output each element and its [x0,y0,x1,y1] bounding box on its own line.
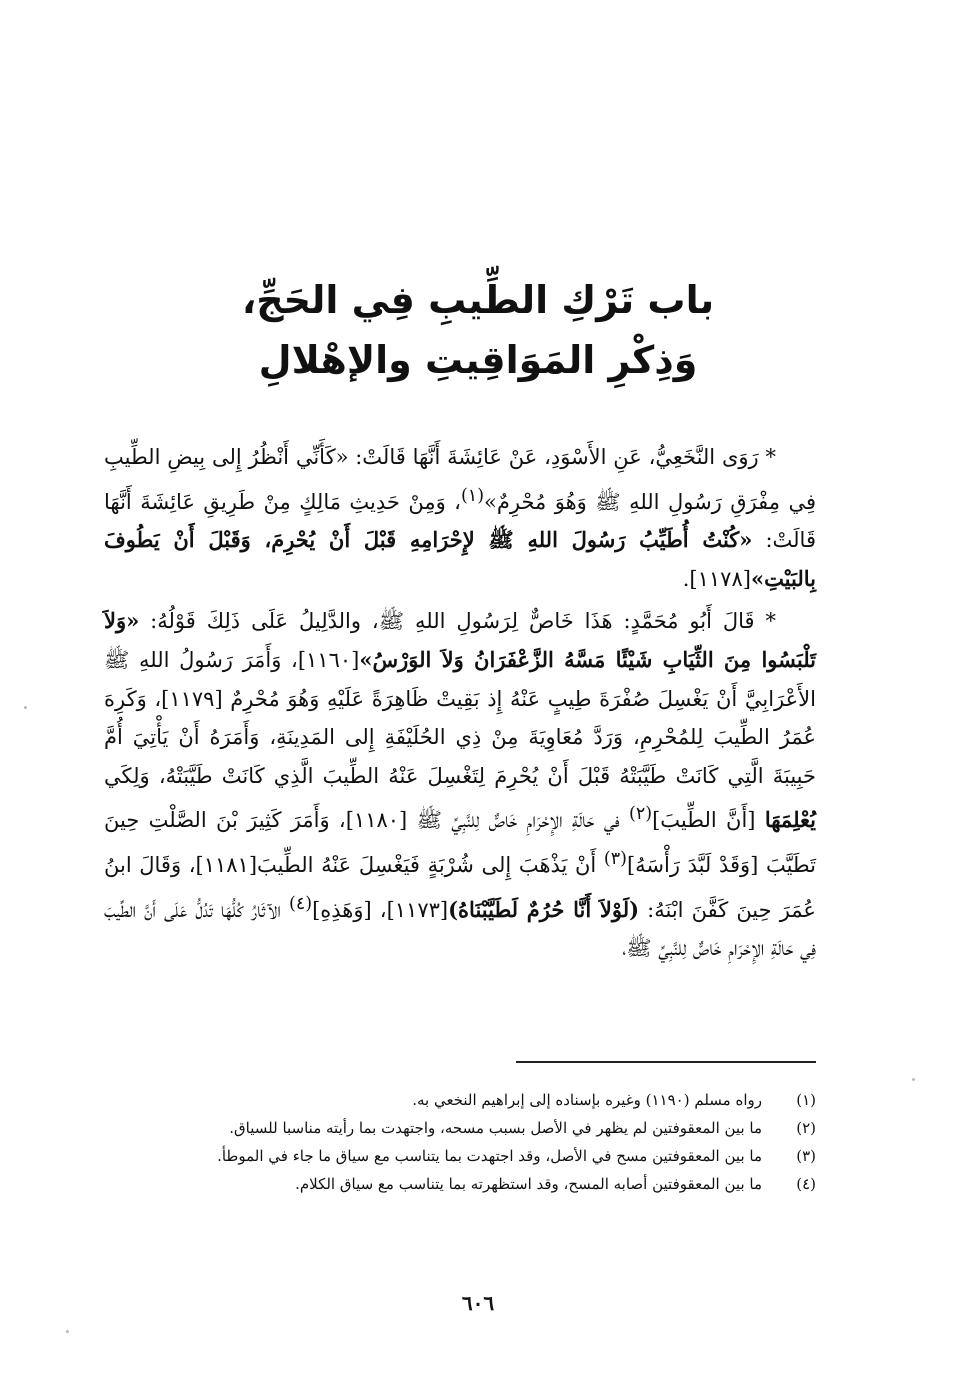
reference-number: [١١٨٠] [345,808,408,833]
paragraph-2-text: ، وَكَرِهَ عُمَرُ الطِّيبَ لِلمُحْرِمِ، وَرَدَّ مُعَاوِيَةَ مِنْ ذِي الحُلَيْفَةِ إِلى المَدِينَةِ، وَأَمَرَهُ أَنْ يَأْتِيَ أُمَّ حَبِيبَةَ الَّتِي كَانَتْ طَيَّبَتْهُ قَبْلَ أَنْ يُحْرِمَ لِتَغْسِلَ عَنْهُ الطِّيبَ الَّذِي كَانَتْ طَيَّبَتْهُ، وَلِكَي [104,686,816,788]
chapter-title-line-1: باب تَرْكِ الطِّيبِ فِي الحَجِّ، [241,278,715,322]
footnote-number: (٣) [796,1147,816,1165]
reference-number: [١١٨١] [195,852,258,877]
hadith-quote-1: «كُنْتُ أُطَيِّبُ رَسُولَ اللهِ ﷺ لإِحْرَامِهِ قَبْلَ أَنْ يُحْرِمَ، وَقَبْلَ أَنْ يَطُوفَ بِالبَيْتِ» [104,527,816,591]
chapter-title-line-2: وَذِكْرِ المَوَاقِيتِ والإهْلالِ [258,338,698,382]
footnote-marker-2: (٢) [629,804,653,825]
main-text [104,438,816,968]
emphasized-word: يُعْلِمَهَا [764,807,816,833]
footnote-number: (٢) [796,1119,816,1137]
footnote-marker-4: (٤) [289,893,313,914]
hadith-quote-3: (لَوْلاَ أَنَّا حُرُمٌ لَطَيَّبْنَاهُ) [448,896,640,922]
paragraph-1-mid: ، وَمِنْ حَدِيثِ مَالِكٍ مِنْ طَرِيقِ عَائِشَةَ أَنَّهَا قَالَتْ: [104,489,816,553]
page-number: ٦٠٦ [461,1291,495,1315]
footnote-marker-3: (٣) [603,848,627,869]
scan-speck [24,706,27,709]
paragraph-2-text: ، [وَهَذِهِ] [312,897,387,922]
footnote-2 [98,1114,816,1142]
footnote-4 [98,1170,816,1198]
paragraph-2-text: * قَالَ أَبُو مُحَمَّدٍ: هَذَا خَاصٌّ لِرَسُولِ اللهِ ﷺ، والدَّلِيلُ عَلَى ذَلِكَ قَوْلُهُ: [139,609,776,634]
paragraph-2-text: ، وَأَمَرَ كَثِيرَ بْنَ الصَّلْتِ حِينَ تَطَيَّبَ [وَقَدْ لَبَّدَ رَأْسَهُ] [104,808,816,877]
footnote-text: ما بين المعقوفتين أصابه المسح، وقد استظهرته بما يتناسب مع سياق الكلام. [295,1175,762,1193]
paragraph-2-text: الآثَارُ كُلُّهَا تَدُلُّ عَلَى أَنَّ الطِّيبَ فِي حَالَةِ الإِحْرَامِ خَاصٌّ لِلنَّبِيِّ ﷺ، [104,897,816,961]
paragraph-1 [104,438,816,598]
footnote-text: ما بين المعقوفتين مسح في الأصل، وقد اجتهدت بما يتناسب مع سياق ما جاء في الموطأ. [217,1147,762,1165]
reference-number: [١١٧٨]. [682,566,751,591]
scan-speck [66,1330,69,1333]
footnote-1 [98,1086,816,1114]
paragraph-2-text: [أَنَّ الطِّيبَ] [652,808,765,833]
footnote-number: (٤) [796,1175,816,1193]
footnote-text: ما بين المعقوفتين لم يظهر في الأصل بسبب مسحه، واجتهدت بما رأيته مناسبا للسياق. [229,1119,762,1137]
paragraph-2-text: ، وَقَالَ ابنُ عُمَرَ حِينَ كَفَّنَ ابْنَهُ: [104,852,816,922]
scan-speck [912,1078,915,1081]
paragraph-1-lead: * رَوَى النَّخَعِيُّ، عَنِ الأَسْوَدِ، عَنْ عَائِشَةَ أَنَّهَا قَالَتْ: «كَأَنِّي أَنْظُرُ إِلى بِيضِ الطِّيبِ فِي مِفْرَقِ رَسُولِ اللهِ ﷺ وَهُوَ مُحْرِمٌ» [104,445,817,514]
footnote-text: رواه مسلم (١١٩٠) وغيره بإسناده إلى إبراهيم النخعي به. [412,1091,762,1109]
footnotes [98,1086,816,1198]
footnote-marker-1: (١) [460,485,485,506]
paragraph-2 [104,602,816,967]
paragraph-2-text: ، وَأَمَرَ رَسُولُ اللهِ ﷺ الأَعْرَابِيَّ أَنْ يَغْسِلَ صُفْرَةَ طِيبٍ عَنْهُ إِذ بَقِيتْ ظَاهِرَةً عَلَيْهِ وَهُوَ مُحْرِمٌ [104,647,816,711]
footnote-number: (١) [796,1091,816,1109]
paragraph-2-text: أَنْ يَذْهَبَ إِلى شُرْبَةٍ فَيَغْسِلَ عَنْهُ الطِّيبَ [257,852,604,877]
hadith-quote-2: «وَلاَ تَلْبَسُوا مِنَ الثِّيَابِ شَيْئًا مَسَّهُ الزَّعْفَرَانُ وَلاَ الوَرْسُ» [104,608,816,672]
footnote-separator [516,1061,816,1063]
paragraph-2-text: في حَالَةِ الإِحْرَامِ خَاصٌّ لِلنَّبِيِّ ﷺ [407,808,630,833]
reference-number: [١١٧٩] [161,686,223,711]
reference-number: [١١٦٠] [297,647,360,672]
chapter-title [150,270,806,390]
footnote-3 [98,1142,816,1170]
reference-number: [١١٧٣] [386,897,449,922]
